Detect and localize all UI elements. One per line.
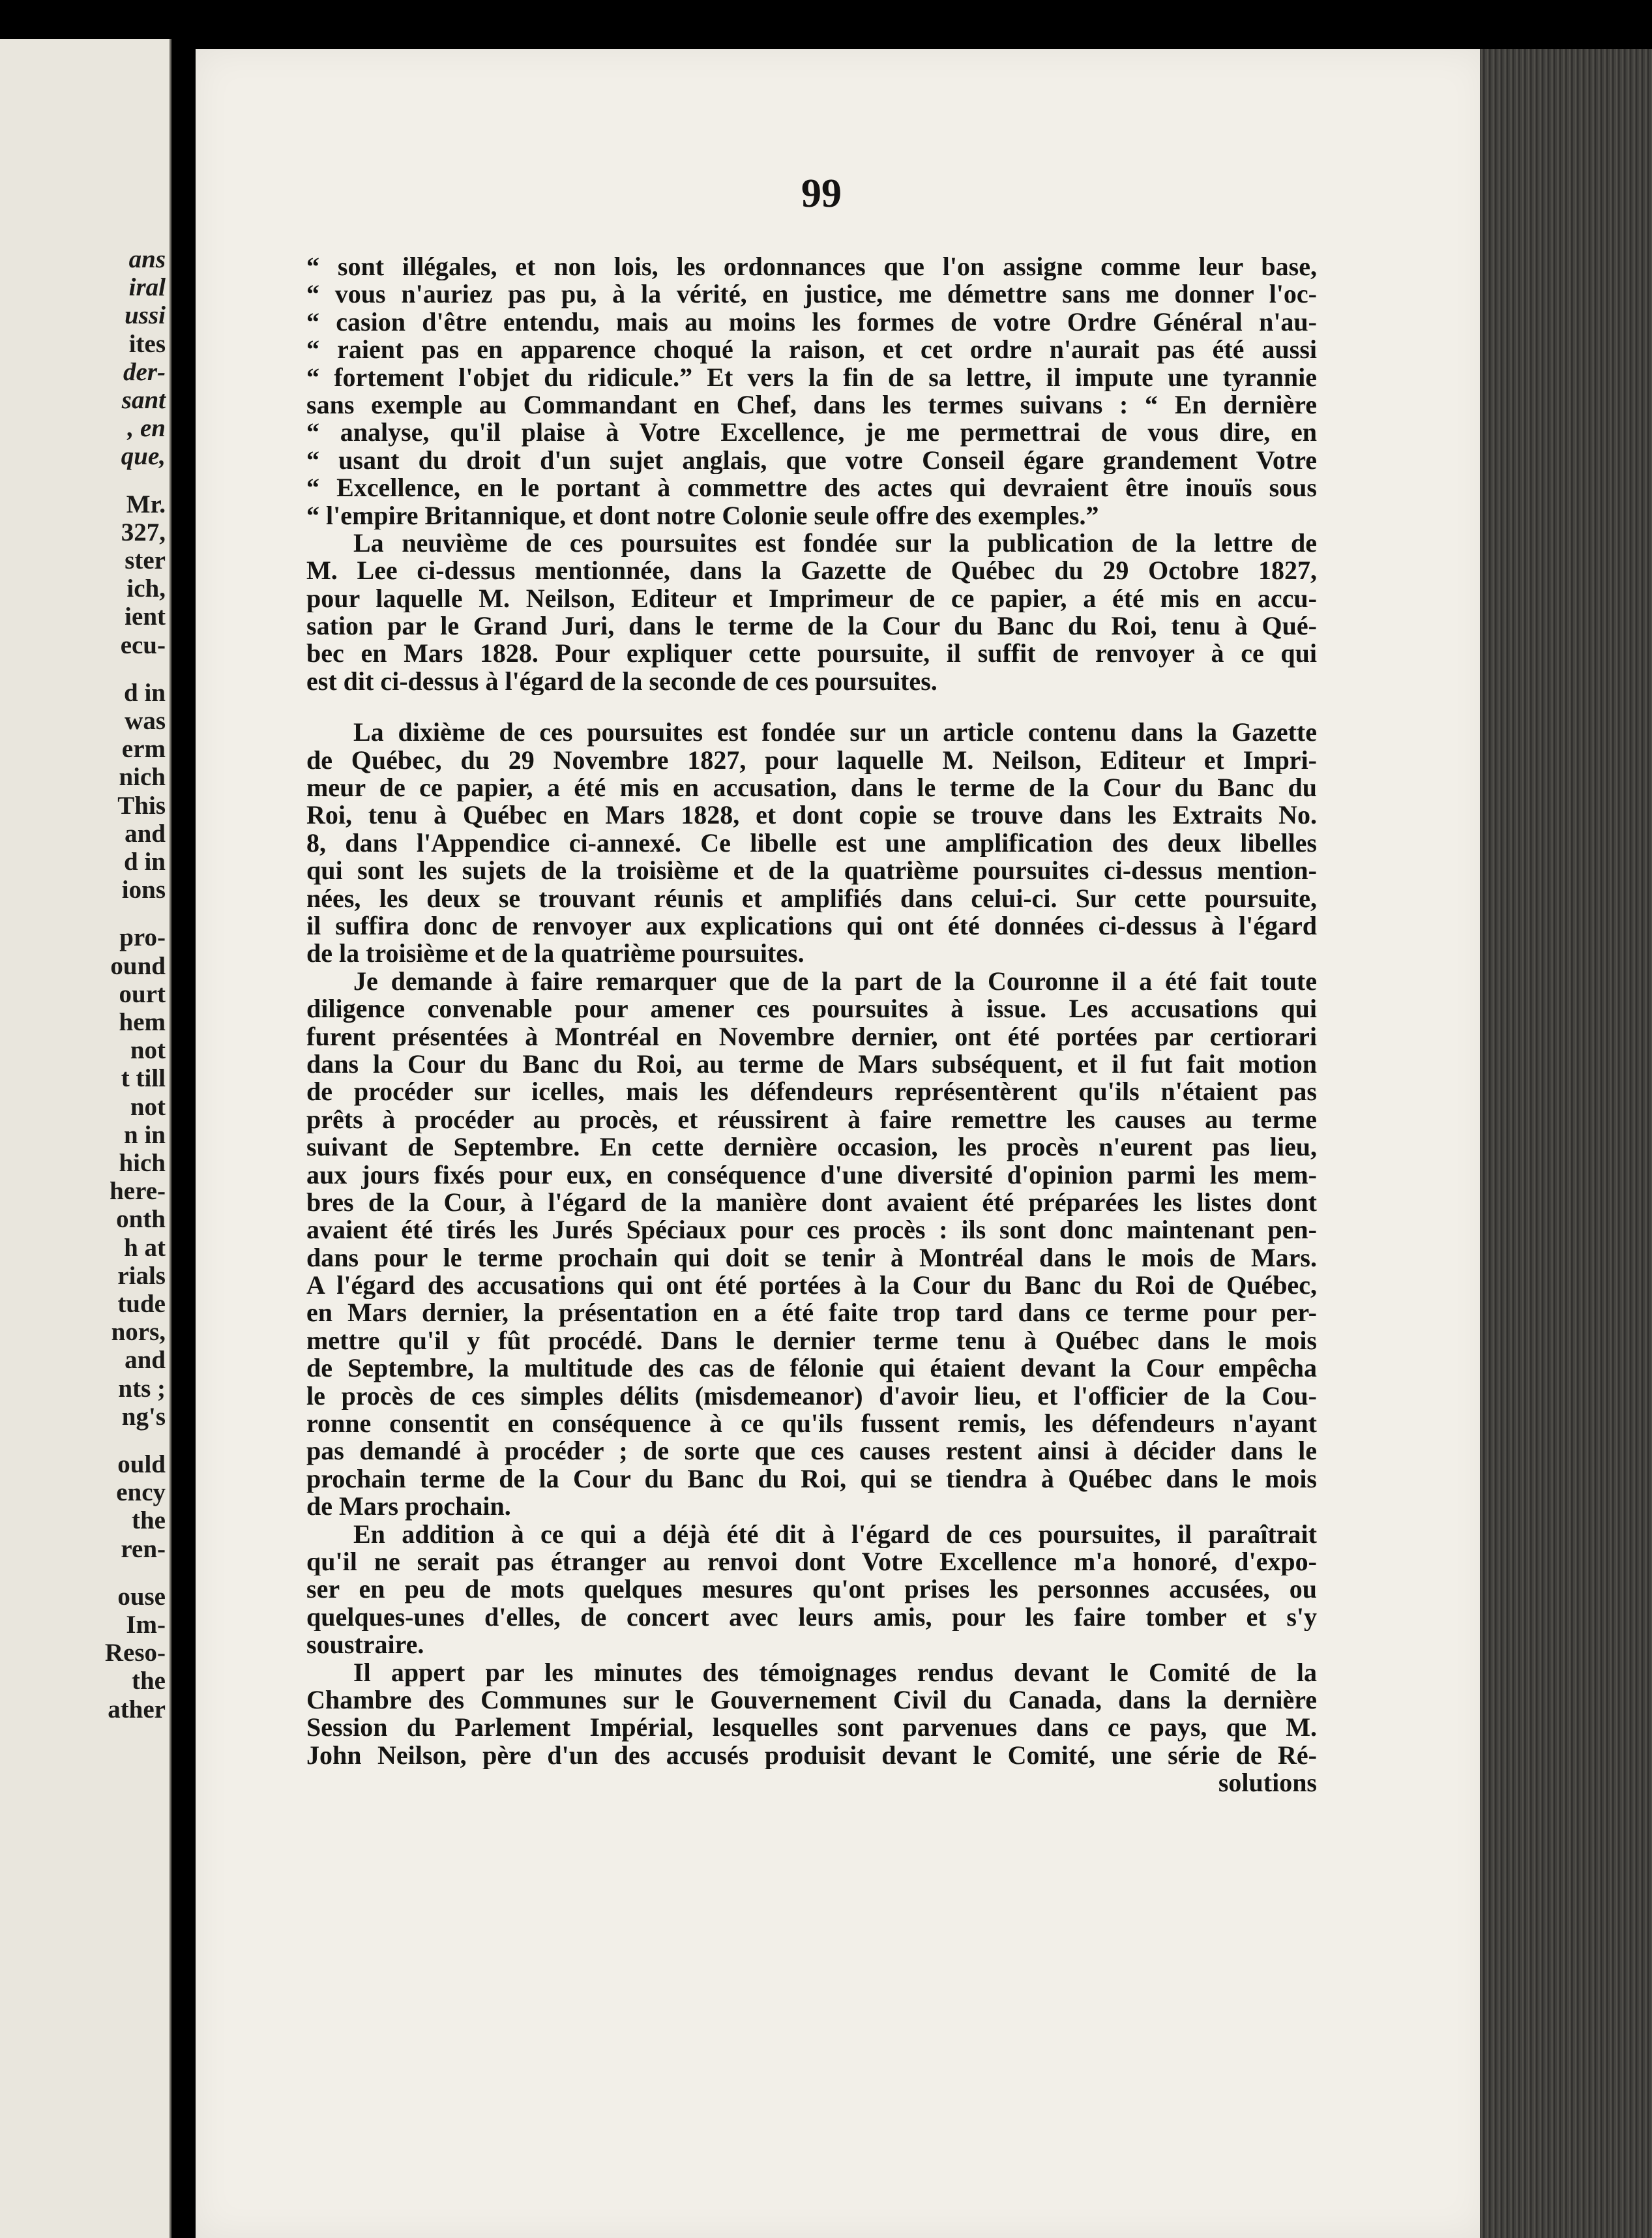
- left-page-fragment-line: t till: [121, 1064, 166, 1093]
- left-page-fragment-line: n in: [124, 1120, 166, 1149]
- text-line: suivant de Septembre. En cette dernière occasion, les procès n'eurent pas lieu,: [306, 1133, 1317, 1161]
- left-page-fragment-line: ster: [125, 546, 166, 574]
- left-page-fragment-line: der-: [123, 357, 166, 386]
- left-page-fragment-line: d in: [124, 848, 166, 876]
- text-line: bres de la Cour, à l'égard de la manière dont avaient été préparées les listes dont: [306, 1188, 1317, 1217]
- text-line: aux jours fixés pour eux, en conséquence d'une diversité d'opinion parmi les mem-: [306, 1161, 1317, 1189]
- left-page-fragment-line: ecu-: [120, 631, 166, 659]
- paragraph-gap: [306, 695, 1317, 719]
- left-page-fragment-line: d in: [124, 678, 166, 707]
- left-page-fragment-line: ussi: [125, 301, 166, 330]
- text-line: en Mars dernier, la présentation en a été faite trop tard dans ce terme pour per-: [306, 1299, 1317, 1327]
- paragraph: [306, 253, 1317, 530]
- left-page-fragment-line: ions: [121, 876, 166, 904]
- left-page-fragment-line: ound: [110, 951, 166, 980]
- text-line: ser en peu de mots quelques mesures qu'ont prises les personnes accusées, ou: [306, 1575, 1317, 1604]
- left-page-fragment-line: ites: [128, 329, 166, 358]
- text-line: prochain terme de la Cour du Banc du Roi, qui se tiendra à Québec dans le mois: [306, 1465, 1317, 1493]
- left-page-fragment-line: hich: [119, 1149, 166, 1177]
- text-line: “ sont illégales, et non lois, les ordonnances que l'on assigne comme leur base,: [306, 253, 1317, 281]
- left-page-fragment-line: onth: [116, 1205, 166, 1234]
- left-page-fragment-line: ather: [108, 1695, 166, 1723]
- left-page-fragment-line: This: [117, 791, 166, 820]
- text-line: de Septembre, la multitude des cas de félonie qui étaient devant la Cour empêcha: [306, 1354, 1317, 1382]
- left-page-fragment-line: ans: [128, 245, 166, 273]
- text-line: furent présentées à Montréal en Novembre dernier, ont été portées par certiorari: [306, 1022, 1317, 1051]
- left-page-fragment-line: ould: [117, 1450, 166, 1478]
- left-page-fragment-line: Mr.: [126, 490, 166, 518]
- text-line: Chambre des Communes sur le Gouvernement Civil du Canada, dans la dernière: [306, 1686, 1317, 1714]
- text-line: La dixième de ces poursuites est fondée sur un article contenu dans la Gazette: [353, 719, 1317, 747]
- left-page-fragment-line: ren-: [121, 1534, 166, 1563]
- text-line: La neuvième de ces poursuites est fondée sur la publication de la lettre de: [353, 529, 1317, 558]
- left-page-fragment: [0, 39, 171, 2238]
- text-line: nées, les deux se trouvant réunis et amplifiés dans celui-ci. Sur cette poursuite,: [306, 884, 1317, 912]
- paragraph: [306, 719, 1317, 968]
- text-line: il suffira donc de renvoyer aux explications qui ont été données ci-dessus à l'égard: [306, 912, 1317, 940]
- text-line: “ l'empire Britannique, et dont notre Colonie seule offre des exemples.”: [306, 501, 1099, 530]
- page-edge: [1480, 49, 1652, 2238]
- left-page-fragment-line: and: [125, 1346, 166, 1375]
- text-line: “ fortement l'objet du ridicule.” Et vers la fin de sa lettre, il impute une tyrannie: [306, 363, 1317, 391]
- text-line: prêts à procéder au procès, et réussirent à faire remettre les causes au terme: [306, 1105, 1317, 1134]
- left-page-fragment-line: the: [132, 1667, 166, 1695]
- text-line: sation par le Grand Juri, dans le terme de la Cour du Banc du Roi, tenu à Qué-: [306, 612, 1317, 640]
- left-page-fragment-line: que,: [121, 442, 166, 471]
- paragraph: [306, 1521, 1317, 1659]
- text-line: qui sont les sujets de la troisième et de la quatrième poursuites ci-dessus mention-: [306, 857, 1317, 885]
- text-line: mettre qu'il y fût procédé. Dans le dernier terme tenu à Québec dans le mois: [306, 1326, 1317, 1355]
- left-page-fragment-line: ency: [116, 1478, 166, 1507]
- text-line: est dit ci-dessus à l'égard de la seconde de ces poursuites.: [306, 667, 937, 696]
- left-page-fragment-line: rials: [117, 1261, 166, 1290]
- text-line: M. Lee ci-dessus mentionnée, dans la Gazette de Québec du 29 Octobre 1827,: [306, 557, 1317, 585]
- left-page-fragment-line: ouse: [117, 1582, 166, 1611]
- text-line: A l'égard des accusations qui ont été portées à la Cour du Banc du Roi de Québec,: [306, 1272, 1317, 1300]
- text-line: “ analyse, qu'il plaise à Votre Excellence, je me permettrai de vous dire, en: [306, 419, 1317, 447]
- text-line: “ casion d'être entendu, mais au moins les formes de votre Ordre Général n'au-: [306, 308, 1317, 336]
- left-page-fragment-line: iral: [128, 273, 166, 302]
- text-line: “ Excellence, en le portant à commettre des actes qui devraient être inouïs sous: [306, 474, 1317, 502]
- text-line: Je demande à faire remarquer que de la part de la Couronne il a été fait toute: [353, 967, 1317, 996]
- text-line: qu'il ne serait pas étranger au renvoi dont Votre Excellence m'a honoré, d'expo-: [306, 1547, 1317, 1576]
- left-page-fragment-line: ich,: [126, 574, 166, 603]
- left-page-fragment-line: Reso-: [104, 1639, 166, 1667]
- paragraph: [306, 1659, 1317, 1770]
- text-line: Il appert par les minutes des témoignages rendus devant le Comité de la: [353, 1658, 1317, 1686]
- text-line: “ raient pas en apparence choqué la raison, et cet ordre n'aurait pas été aussi: [306, 336, 1317, 364]
- left-page-fragment-line: Im-: [126, 1611, 166, 1639]
- text-line: diligence convenable pour amener ces poursuites à issue. Les accusations qui: [306, 995, 1317, 1023]
- text-line: de Québec, du 29 Novembre 1827, pour laquelle M. Neilson, Editeur et Impri-: [306, 746, 1317, 775]
- text-line: bec en Mars 1828. Pour expliquer cette poursuite, il suffit de renvoyer à ce qui: [306, 640, 1317, 668]
- text-line: pas demandé à procéder ; de sorte que ces causes restent ainsi à décider dans le: [306, 1437, 1317, 1465]
- left-page-fragment-line: nts ;: [118, 1374, 166, 1403]
- left-page-fragment-line: erm: [121, 735, 166, 764]
- left-page-fragment-line: h at: [124, 1233, 166, 1262]
- text-line: Roi, tenu à Québec en Mars 1828, et dont copie se trouve dans les Extraits No.: [306, 801, 1317, 829]
- text-line: de procéder sur icelles, mais les défendeurs représentèrent qu'ils n'étaient pas: [306, 1078, 1317, 1106]
- left-page-fragment-line: , en: [127, 414, 166, 443]
- left-page-fragment-line: nors,: [111, 1318, 166, 1347]
- text-line: de la troisième et de la quatrième poursuites.: [306, 940, 804, 968]
- text-line: dans la Cour du Banc du Roi, au terme de Mars subséquent, et il fut fait motion: [306, 1050, 1317, 1079]
- left-page-fragment-line: and: [125, 819, 166, 848]
- left-page-fragment-line: here-: [110, 1177, 166, 1206]
- text-line: En addition à ce qui a déjà été dit à l'égard de ces poursuites, il paraîtrait: [353, 1520, 1317, 1548]
- text-line: meur de ce papier, a été mis en accusation, dans le terme de la Cour du Banc du: [306, 774, 1317, 802]
- left-page-fragment-line: the: [132, 1506, 166, 1535]
- left-page-fragment-line: not: [130, 1036, 166, 1065]
- text-line: soustraire.: [306, 1631, 424, 1659]
- text-line: dans pour le terme prochain qui doit se tenir à Montréal dans le mois de Mars.: [306, 1244, 1317, 1272]
- left-page-fragment-line: was: [125, 707, 166, 735]
- left-page-fragment-line: sant: [121, 386, 166, 414]
- catchword: solutions: [1218, 1769, 1317, 1797]
- text-line: quelques-unes d'elles, de concert avec leurs amis, pour les faire tomber et s'y: [306, 1603, 1317, 1632]
- text-line: pour laquelle M. Neilson, Editeur et Imprimeur de ce papier, a été mis en accu-: [306, 584, 1317, 613]
- text-line: de Mars prochain.: [306, 1493, 511, 1521]
- left-page-fragment-line: pro-: [119, 923, 166, 952]
- text-line: John Neilson, père d'un des accusés produisit devant le Comité, une série de Ré-: [306, 1741, 1317, 1770]
- left-page-fragment-line: ng's: [121, 1402, 166, 1431]
- text-block: [306, 253, 1317, 1797]
- text-line: sans exemple au Commandant en Chef, dans les termes suivans : “ En dernière: [306, 391, 1317, 419]
- text-line: le procès de ces simples délits (misdemeanor) d'avoir lieu, et l'officier de la Cou-: [306, 1382, 1317, 1410]
- paragraph: [306, 968, 1317, 1521]
- text-line: “ usant du droit d'un sujet anglais, que votre Conseil égare grandement Votre: [306, 446, 1317, 475]
- left-page-fragment-line: tude: [117, 1290, 166, 1318]
- left-page-fragment-line: hem: [119, 1008, 166, 1036]
- paragraph: [306, 530, 1317, 695]
- left-page-fragment-line: 327,: [121, 518, 166, 546]
- left-page-fragment-line: not: [130, 1092, 166, 1121]
- text-line: ronne consentit en conséquence à ce qu'ils fussent remis, les défendeurs n'ayant: [306, 1410, 1317, 1438]
- left-page-fragment-line: ient: [125, 603, 166, 631]
- text-line: 8, dans l'Appendice ci-annexé. Ce libelle est une amplification des deux libelles: [306, 829, 1317, 858]
- page-number: 99: [801, 172, 842, 216]
- left-page-fragment-line: ourt: [119, 979, 166, 1008]
- text-line: Session du Parlement Impérial, lesquelles sont parvenues dans ce pays, que M.: [306, 1714, 1317, 1742]
- left-page-fragment-line: nich: [119, 763, 166, 792]
- text-line: “ vous n'auriez pas pu, à la vérité, en justice, me démettre sans me donner l'oc-: [306, 280, 1317, 308]
- text-line: avaient été tirés les Jurés Spéciaux pour ces procès : ils sont donc maintenant pen-: [306, 1216, 1317, 1244]
